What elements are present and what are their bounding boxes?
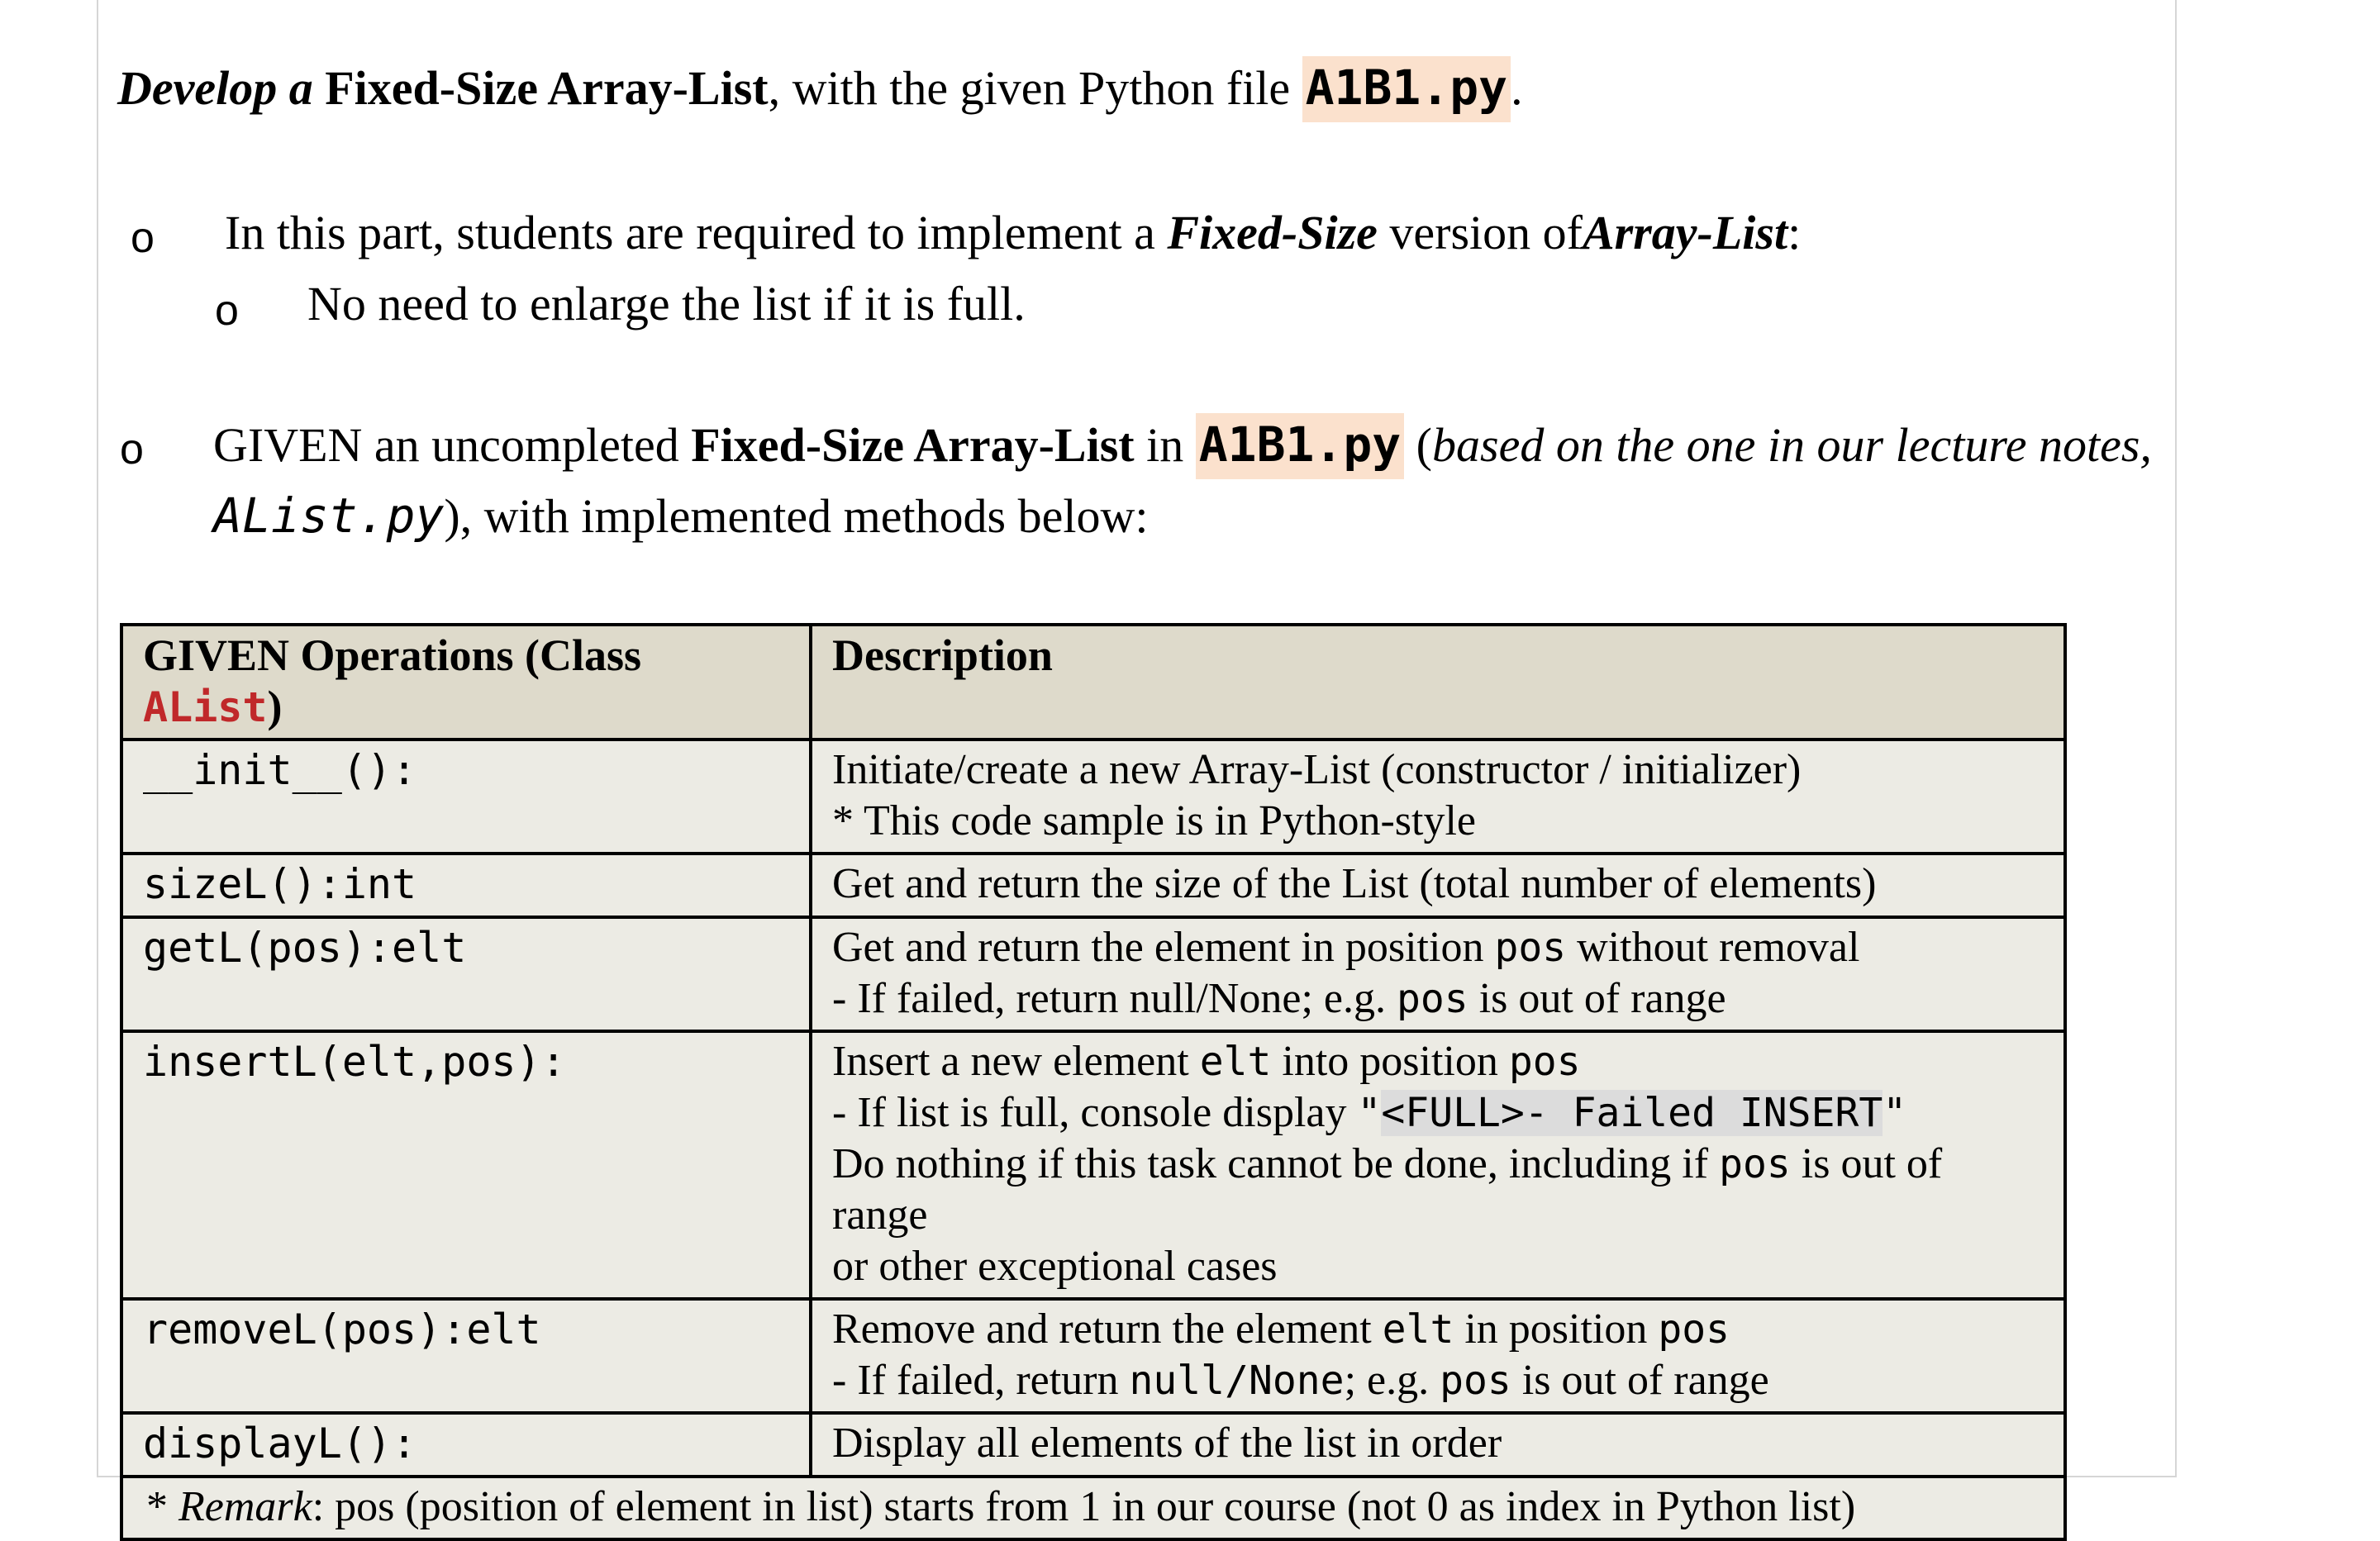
remark: * Remark: pos (position of element in list) starts from 1 in our course (not 0 as index in Python list)	[121, 1477, 2065, 1539]
table-row	[121, 917, 2065, 1031]
bullet-1-mid: version of	[1389, 206, 1583, 259]
heading	[117, 51, 1523, 125]
op-display: displayL():	[121, 1413, 811, 1477]
table-row	[121, 740, 2065, 854]
op-remove: removeL(pos):elt	[121, 1299, 811, 1413]
table-row	[121, 1299, 2065, 1413]
desc-get: Get and return the element in position pos without removal - If failed, return null/None; e.g. pos is out of range	[811, 917, 2065, 1031]
bullet-1-em1: Fixed-Size	[1167, 206, 1378, 259]
bullet-3-end: ), with implemented methods below:	[444, 489, 1149, 543]
table-row	[121, 854, 2065, 917]
bullet-3-symbol: o	[120, 426, 144, 473]
bullet-3-italic: based on the one in our lecture notes,	[1432, 418, 2152, 472]
desc-size: Get and return the size of the List (total number of elements)	[811, 854, 2065, 917]
header-operations: GIVEN Operations (Class AList)	[121, 625, 811, 740]
bullet-3-line-2	[213, 479, 1149, 553]
table-remark-row	[121, 1477, 2065, 1539]
bullet-3-bold: Fixed-Size Array-List	[691, 418, 1135, 472]
table-row	[121, 1031, 2065, 1299]
table-header-row	[121, 625, 2065, 740]
op-get: getL(pos):elt	[121, 917, 811, 1031]
bullet-2-symbol: o	[215, 287, 239, 335]
desc-remove: Remove and return the element elt in position pos - If failed, return null/None; e.g. pos is out of range	[811, 1299, 2065, 1413]
bullet-1-pre: In this part, students are required to implement a	[225, 206, 1155, 259]
heading-develop: Develop a	[117, 61, 313, 115]
heading-file: A1B1.py	[1302, 56, 1511, 122]
bullet-1-end: :	[1787, 206, 1802, 259]
bullet-2-text: No need to enlarge the list if it is full.	[307, 277, 1026, 331]
bullet-3-file2: AList.py	[213, 488, 445, 544]
op-init: __init__():	[121, 740, 811, 854]
heading-title: Fixed-Size Array-List	[325, 61, 769, 115]
desc-display: Display all elements of the list in order	[811, 1413, 2065, 1477]
op-size: sizeL():int	[121, 854, 811, 917]
full-message: <FULL>- Failed INSERT	[1381, 1090, 1883, 1136]
heading-end: .	[1511, 61, 1523, 115]
bullet-1-em2: Array-List	[1582, 206, 1788, 259]
op-insert: insertL(elt,pos):	[121, 1031, 811, 1299]
bullet-3-file: A1B1.py	[1196, 413, 1404, 479]
desc-insert: Insert a new element elt into position pos - If list is full, console display "<FULL>- Failed INSERT" Do nothing if this task cannot be done, including if pos is out of range or other exceptional cases	[811, 1031, 2065, 1299]
bullet-3-line-1	[213, 408, 2152, 482]
table-row	[121, 1413, 2065, 1477]
bullet-1-text	[225, 197, 1801, 269]
header-description: Description	[811, 625, 2065, 740]
desc-init: Initiate/create a new Array-List (constructor / initializer) * This code sample is in Python-style	[811, 740, 2065, 854]
bullet-1-symbol: o	[131, 214, 155, 262]
bullet-3-pre: GIVEN an uncompleted	[213, 418, 679, 472]
header-class-name: AList	[143, 683, 268, 731]
heading-mid: , with the given Python file	[768, 61, 1291, 115]
bullet-3-paren: (	[1416, 418, 1432, 472]
bullet-3-in: in	[1146, 418, 1184, 472]
operations-table	[120, 623, 2067, 1541]
